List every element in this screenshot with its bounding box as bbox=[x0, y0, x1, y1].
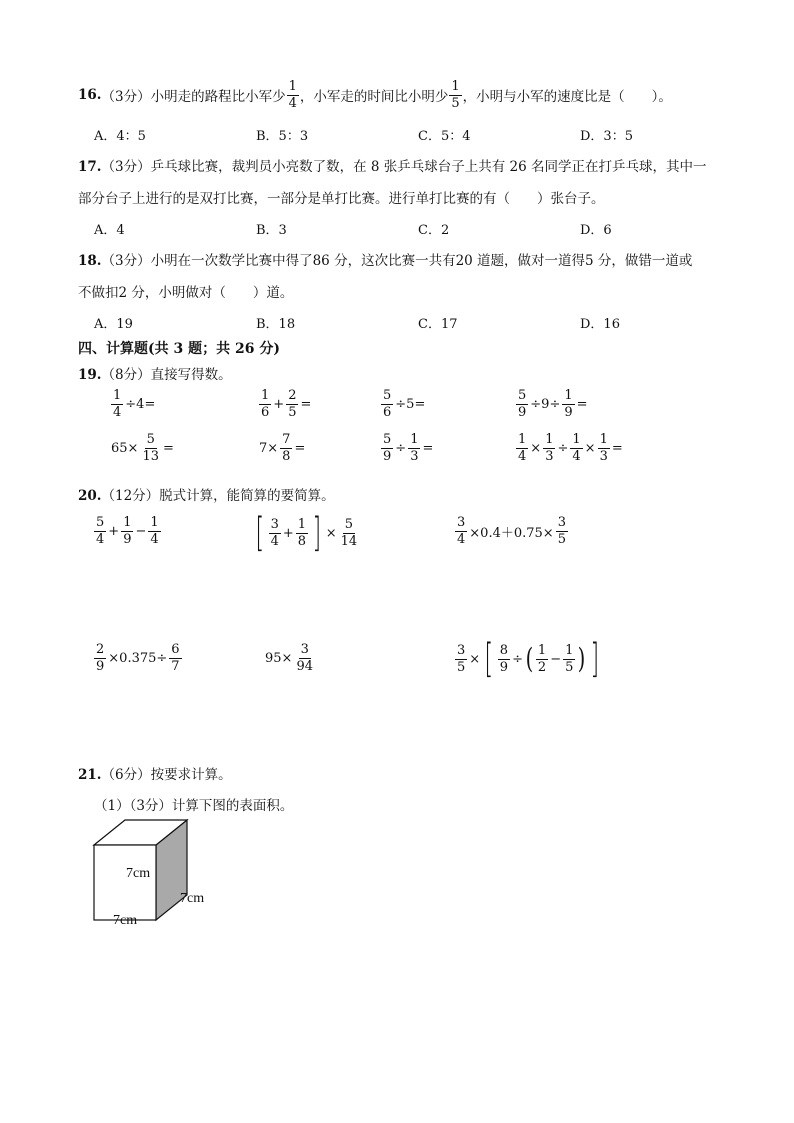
sub-question-1: （1）（3分）计算下图的表面积。 bbox=[94, 798, 294, 814]
expression-19-4: $\frac{5}{9}$ ÷9÷ $\frac{1}{9}$ = bbox=[518, 388, 588, 420]
question-score: （8分） bbox=[101, 367, 151, 383]
expression-20-1: $\frac{5}{4}$ + $\frac{1}{9}$ − $\frac{1}{4}$ bbox=[96, 515, 159, 547]
question-text: ，小明与小军的速度比是（ ）。 bbox=[462, 89, 672, 106]
question-score: （6分） bbox=[101, 767, 151, 783]
option-a[interactable]: A．4 bbox=[94, 223, 125, 238]
expression-19-5: 65× $\frac{5}{13}$ = bbox=[111, 432, 174, 464]
cube-figure bbox=[86, 815, 226, 940]
cube-front-face bbox=[94, 845, 156, 920]
question-text: 乒乓球比赛，裁判员小亮数了数，在 8 张乒乓球台子上共有 26 名同学正在打乒乓球，其中一 bbox=[150, 159, 707, 175]
question-text: 小明走的路程比小军少 bbox=[150, 89, 286, 106]
expression-19-1: $\frac{1}{4}$ ÷4= bbox=[113, 388, 156, 420]
question-score: （12分） bbox=[101, 488, 160, 504]
question-text: 小明在一次数学比赛中得了86 分，这次比赛一共有20 道题，做对一道得5 分，做错一道或 bbox=[150, 253, 693, 269]
option-d[interactable]: D．16 bbox=[580, 317, 620, 332]
expression-19-3: $\frac{5}{6}$ ÷5= bbox=[383, 388, 426, 420]
expression-19-7: $\frac{5}{9}$ ÷ $\frac{1}{3}$ = bbox=[383, 432, 434, 464]
question-20 bbox=[78, 484, 335, 504]
question-17-line2: 部分台子上进行的是双打比赛，一部分是单打比赛。进行单打比赛的有（ ）张台子。 bbox=[78, 191, 605, 207]
question-number: 18. bbox=[78, 253, 102, 269]
fraction: $\frac{1}{5}$ bbox=[451, 79, 460, 111]
question-19 bbox=[78, 363, 232, 383]
question-text: 按要求计算。 bbox=[150, 767, 232, 783]
question-number: 17. bbox=[78, 159, 102, 175]
question-number: 19. bbox=[78, 367, 102, 383]
expression-20-6: $\frac{3}{5}$ × [ $\frac{8}{9}$ ÷ ( $\frac{1}{2}$ − $\frac{1}{5}$ ) ] bbox=[457, 636, 600, 682]
question-score: （3分） bbox=[101, 89, 151, 106]
question-number: 21. bbox=[78, 767, 102, 783]
question-text: 脱式计算，能简算的要简算。 bbox=[159, 488, 335, 504]
option-c[interactable]: C．5：4 bbox=[418, 129, 471, 144]
question-number: 16. bbox=[78, 87, 102, 104]
question-score: （3分） bbox=[101, 159, 151, 175]
expression-19-6: 7× $\frac{7}{8}$ = bbox=[259, 432, 306, 464]
cube-label-side: 7cm bbox=[180, 891, 205, 906]
expression-20-2: [ $\frac{3}{4}$ + $\frac{1}{8}$ ] × $\frac{5}{14}$ bbox=[255, 510, 358, 556]
expression-20-3: $\frac{3}{4}$ ×0.4＋0.75× $\frac{3}{5}$ bbox=[457, 515, 566, 547]
option-a[interactable]: A．19 bbox=[94, 317, 133, 332]
question-score: （3分） bbox=[101, 253, 151, 269]
option-d[interactable]: D．3：5 bbox=[580, 129, 633, 144]
expression-20-4: $\frac{2}{9}$ ×0.375÷ $\frac{6}{7}$ bbox=[96, 642, 180, 674]
fraction: $\frac{1}{4}$ bbox=[288, 79, 297, 111]
option-c[interactable]: C．2 bbox=[418, 223, 450, 238]
question-18-line2: 不做扣2 分，小明做对（ ）道。 bbox=[78, 285, 294, 301]
expression-20-5: 95× $\frac{3}{94}$ bbox=[265, 642, 313, 674]
option-b[interactable]: B．3 bbox=[256, 223, 287, 238]
option-b[interactable]: B．18 bbox=[256, 317, 296, 332]
option-d[interactable]: D．6 bbox=[580, 223, 612, 238]
cube-label-bottom: 7cm bbox=[113, 913, 138, 928]
question-17 bbox=[78, 155, 707, 175]
option-b[interactable]: B．5：3 bbox=[256, 129, 309, 144]
option-a[interactable]: A．4：5 bbox=[94, 129, 146, 144]
option-c[interactable]: C．17 bbox=[418, 317, 458, 332]
cube-label-front: 7cm bbox=[126, 866, 151, 881]
question-18 bbox=[78, 249, 692, 269]
question-text: 直接写得数。 bbox=[150, 367, 232, 383]
question-21 bbox=[78, 763, 232, 783]
question-16 bbox=[78, 80, 672, 110]
expression-19-2: $\frac{1}{6}$ + $\frac{2}{5}$ = bbox=[261, 388, 312, 420]
question-number: 20. bbox=[78, 488, 102, 504]
section-heading: 四、计算题(共 3 题；共 26 分) bbox=[78, 341, 280, 357]
expression-19-8: $\frac{1}{4}$ × $\frac{1}{3}$ ÷ $\frac{1}{4}$ × $\frac{1}{3}$ = bbox=[518, 432, 623, 464]
question-text: ，小军走的时间比小明少 bbox=[299, 89, 449, 106]
